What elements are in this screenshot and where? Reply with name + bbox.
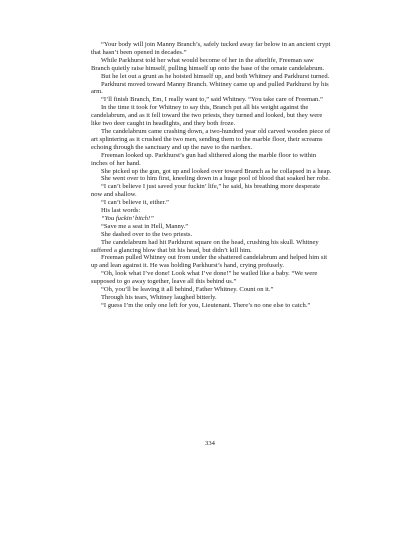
paragraph: Freeman pulled Whitney out from under the shattered candelabrum and helped him sit up and lean against it. He was holding Parkhurst’s hand, crying profusely. [91, 254, 328, 270]
paragraph: The candelabrum had hit Parkhurst square on the head, crushing his skull. Whitney suffered a glancing blow that bit his head, but didn’t kill him. [91, 238, 319, 254]
paragraph: “Oh, you’ll be leaving it all behind, Father Whitney. Count on it.” [101, 286, 274, 294]
paragraph: She dashed over to the two priests. [101, 230, 193, 238]
paragraph: She went over to him first, kneeling down in a huge pool of blood that soaked her robe. [101, 175, 330, 183]
paragraph: The candelabrum came crashing down, a two-hundred year old carved wooden piece of art splintering as it crushed the two men, sending them to the marble floor, their screams echoing through the sanctuary and up the nave to the narthex. [91, 127, 331, 151]
paragraph: Parkhurst moved toward Manny Branch. Whitney came up and pulled Parkhurst by his arm. [91, 80, 329, 96]
paragraph: “I guess I’m the only one left for you, Lieutenant. There’s no one else to catch.” [101, 301, 311, 309]
paragraph: “Your body will join Manny Branch’s, safely tucked away far below in an ancient crypt that hasn’t been opened in decades.” [91, 41, 331, 56]
body-text [91, 41, 332, 310]
paragraph: In the time it took for Whitney to say this, Branch put all his weight against the candelabrum, and as it fell toward the two priests, they turned and looked, but they were like two deer caught in headlights, and they both froze. [91, 104, 323, 128]
paragraph: “I can’t believe I just saved your fuckin’ life,” he said, his breathing more desperate now and shallow. [91, 183, 320, 199]
paragraph: “I’ll finish Branch, Em, I really want to,” said Whitney. “You take care of Freeman.” [101, 96, 323, 104]
paragraph: She picked up the gun, got up and looked over toward Branch as he collapsed in a heap. [101, 167, 332, 175]
paragraph: His last words: [101, 207, 141, 215]
paragraph: While Parkhurst told her what would become of her in the afterlife, Freeman saw Branch quietly raise himself, pulling himself up onto the base of the ornate candelabrum. [91, 56, 325, 72]
paragraph: Freeman looked up. Parkhurst’s gun had slithered along the marble floor to within inches of her hand. [91, 151, 317, 167]
paragraph: But he let out a grunt as he hoisted himself up, and both Whitney and Parkhurst turned. [101, 72, 330, 80]
paragraph: “Save me a seat in Hell, Manny.” [101, 222, 189, 230]
paragraph: “I can’t believe it, either.” [101, 199, 169, 207]
page-number: 334 [205, 440, 215, 447]
paragraph: “Oh, look what I’ve done! Look what I’ve done!” he wailed like a baby. “We were supposed to go away together, leave all this behind us.” [91, 270, 318, 286]
paragraph: Through his tears, Whitney laughed bitterly. [101, 294, 217, 301]
paragraph: “You fuckin’ bitch!” [101, 214, 154, 222]
